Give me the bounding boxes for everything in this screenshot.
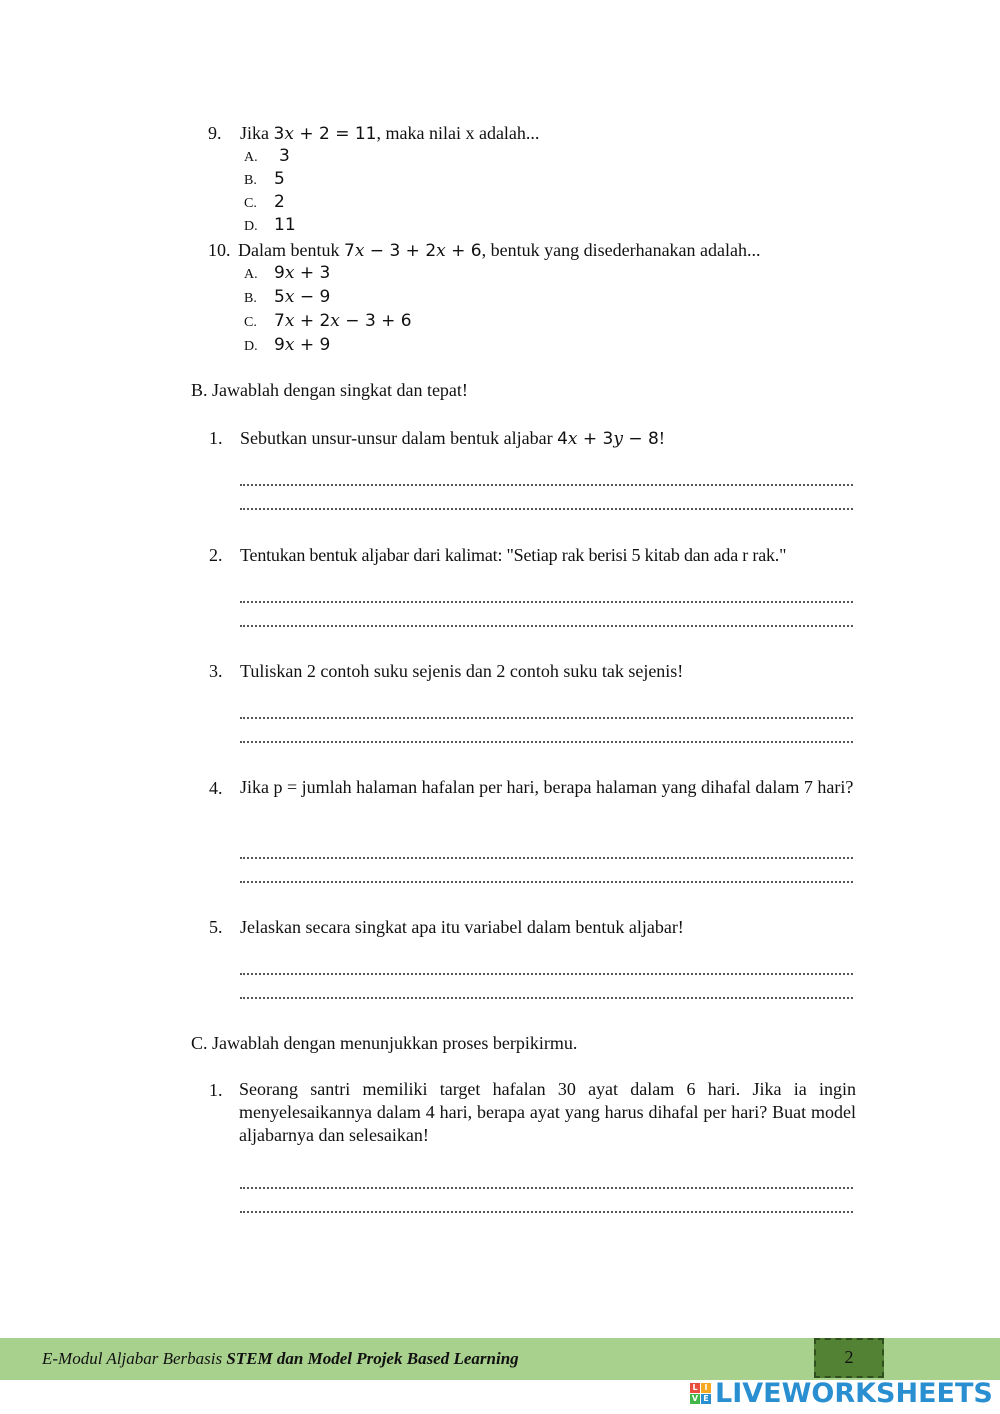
question-text: Seorang santri memiliki target hafalan 30 ayat dalam 6 hari. Jika ia ingin menyelesaikannya dalam 4 hari, berapa ayat yang harus dihafal per hari? Buat model aljabarnya dan selesaikan! xyxy=(239,1079,856,1145)
equation: 3x + 2 = 11 xyxy=(273,124,377,144)
option-value: 5 xyxy=(274,169,285,189)
answer-line[interactable] xyxy=(240,881,853,883)
option-value: 9x + 3 xyxy=(274,263,331,283)
question-text: Tentukan bentuk aljabar dari kalimat: "Setiap rak berisi 5 kitab dan ada r rak." xyxy=(240,545,787,565)
expression: 7x − 3 + 2x + 6 xyxy=(343,241,482,261)
question-number: 9. xyxy=(208,123,222,143)
question-number: 10. xyxy=(208,240,231,260)
answer-line[interactable] xyxy=(240,1211,853,1213)
option-letter: C. xyxy=(244,196,257,211)
question-text: Dalam bentuk 7x − 3 + 2x + 6, bentuk yang disederhanakan adalah... xyxy=(238,240,761,261)
answer-line[interactable] xyxy=(240,997,853,999)
option-letter: A. xyxy=(244,267,258,282)
option-letter: C. xyxy=(244,315,257,330)
answer-line[interactable] xyxy=(240,601,853,603)
option-value: 3 xyxy=(279,146,290,166)
answer-line[interactable] xyxy=(240,973,853,975)
answer-line[interactable] xyxy=(240,625,853,627)
option-letter: A. xyxy=(244,150,258,165)
option-value: 5x − 9 xyxy=(274,287,331,307)
expression: 4x + 3y − 8 xyxy=(557,429,659,449)
option-letter: B. xyxy=(244,291,257,306)
answer-line[interactable] xyxy=(240,1187,853,1189)
question-number: 3. xyxy=(209,661,223,681)
option-letter: B. xyxy=(244,173,257,188)
footer-title: E-Modul Aljabar Berbasis STEM dan Model Projek Based Learning xyxy=(42,1349,519,1368)
section-b-heading: B. Jawablah dengan singkat dan tepat! xyxy=(191,380,468,400)
liveworksheets-logo xyxy=(690,1378,993,1408)
answer-line[interactable] xyxy=(240,484,853,486)
liveworksheets-icon: L I V E xyxy=(690,1383,711,1404)
question-text: Jelaskan secara singkat apa itu variabel dalam bentuk aljabar! xyxy=(240,917,684,937)
option-value: 9x + 9 xyxy=(274,335,331,355)
option-value: 7x + 2x − 3 + 6 xyxy=(274,311,412,331)
answer-line[interactable] xyxy=(240,508,853,510)
question-number: 4. xyxy=(209,778,223,798)
question-number: 1. xyxy=(209,428,223,448)
page-number: 2 xyxy=(814,1338,884,1378)
option-value: 11 xyxy=(274,215,296,235)
option-letter: D. xyxy=(244,339,258,354)
answer-line[interactable] xyxy=(240,857,853,859)
section-c-heading: C. Jawablah dengan menunjukkan proses berpikirmu. xyxy=(191,1033,578,1053)
liveworksheets-wordmark: LIVEWORKSHEETS xyxy=(715,1377,993,1409)
answer-line[interactable] xyxy=(240,741,853,743)
question-number: 2. xyxy=(209,545,223,565)
question-text: Sebutkan unsur-unsur dalam bentuk aljabar 4x + 3y − 8! xyxy=(240,428,665,449)
option-value: 2 xyxy=(274,192,285,212)
question-number: 1. xyxy=(209,1080,223,1100)
question-text: Tuliskan 2 contoh suku sejenis dan 2 contoh suku tak sejenis! xyxy=(240,661,684,681)
answer-line[interactable] xyxy=(240,717,853,719)
option-letter: D. xyxy=(244,219,258,234)
question-text: Jika p = jumlah halaman hafalan per hari, berapa halaman yang dihafal dalam 7 hari? xyxy=(240,777,854,797)
question-text: Jika 3x + 2 = 11, maka nilai x adalah... xyxy=(240,123,540,144)
question-number: 5. xyxy=(209,917,223,937)
